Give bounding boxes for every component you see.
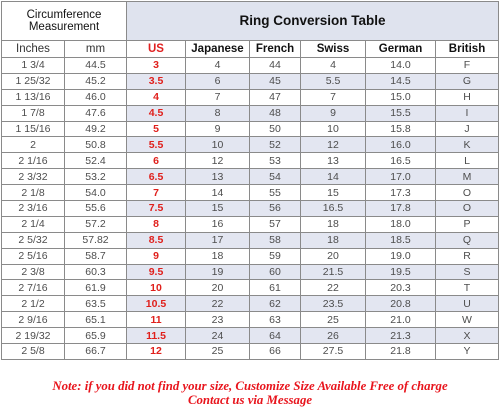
cell-german: 15.5	[366, 105, 436, 121]
cell-japanese: 14	[186, 185, 250, 201]
column-header-swiss: Swiss	[301, 41, 366, 58]
cell-swiss: 7	[301, 89, 366, 105]
cell-german: 16.5	[366, 153, 436, 169]
cell-us: 10	[127, 280, 186, 296]
cell-french: 59	[250, 248, 301, 264]
cell-mm: 60.3	[65, 264, 127, 280]
column-header-us: US	[127, 41, 186, 58]
cell-french: 61	[250, 280, 301, 296]
cell-mm: 65.9	[65, 328, 127, 344]
cell-inches: 1 3/4	[2, 58, 65, 74]
cell-japanese: 12	[186, 153, 250, 169]
cell-swiss: 5.5	[301, 73, 366, 89]
cell-swiss: 4	[301, 58, 366, 74]
cell-mm: 61.9	[65, 280, 127, 296]
cell-swiss: 15	[301, 185, 366, 201]
cell-french: 63	[250, 312, 301, 328]
cell-german: 19.5	[366, 264, 436, 280]
cell-inches: 1 7/8	[2, 105, 65, 121]
cell-french: 64	[250, 328, 301, 344]
table-row	[2, 264, 499, 280]
table-title: Ring Conversion Table	[127, 2, 499, 41]
cell-french: 56	[250, 201, 301, 217]
cell-french: 50	[250, 121, 301, 137]
cell-french: 48	[250, 105, 301, 121]
cell-mm: 46.0	[65, 89, 127, 105]
cell-french: 44	[250, 58, 301, 74]
cell-swiss: 12	[301, 137, 366, 153]
cell-swiss: 13	[301, 153, 366, 169]
cell-british: X	[436, 328, 499, 344]
cell-us: 5	[127, 121, 186, 137]
cell-us: 5.5	[127, 137, 186, 153]
cell-inches: 2 9/16	[2, 312, 65, 328]
cell-japanese: 25	[186, 344, 250, 360]
cell-french: 45	[250, 73, 301, 89]
cell-british: Y	[436, 344, 499, 360]
cell-us: 11	[127, 312, 186, 328]
cell-german: 14.5	[366, 73, 436, 89]
cell-mm: 44.5	[65, 58, 127, 74]
cell-us: 9	[127, 248, 186, 264]
cell-swiss: 10	[301, 121, 366, 137]
cell-swiss: 23.5	[301, 296, 366, 312]
table-row	[2, 137, 499, 153]
cell-japanese: 15	[186, 201, 250, 217]
cell-japanese: 9	[186, 121, 250, 137]
cell-british: U	[436, 296, 499, 312]
cell-swiss: 20	[301, 248, 366, 264]
cell-british: R	[436, 248, 499, 264]
table-row	[2, 280, 499, 296]
cell-swiss: 18	[301, 232, 366, 248]
cell-french: 57	[250, 216, 301, 232]
cell-mm: 57.82	[65, 232, 127, 248]
cell-british: K	[436, 137, 499, 153]
cell-british: I	[436, 105, 499, 121]
cell-swiss: 26	[301, 328, 366, 344]
column-header-german: German	[366, 41, 436, 58]
cell-inches: 2 7/16	[2, 280, 65, 296]
cell-japanese: 8	[186, 105, 250, 121]
cell-inches: 2 5/16	[2, 248, 65, 264]
cell-us: 10.5	[127, 296, 186, 312]
cell-german: 18.0	[366, 216, 436, 232]
cell-british: H	[436, 89, 499, 105]
table-row	[2, 58, 499, 74]
cell-german: 19.0	[366, 248, 436, 264]
cell-inches: 2 3/16	[2, 201, 65, 217]
ring-conversion-table-wrap	[1, 1, 498, 360]
cell-us: 4.5	[127, 105, 186, 121]
cell-mm: 66.7	[65, 344, 127, 360]
cell-inches: 1 15/16	[2, 121, 65, 137]
column-header-row	[2, 41, 499, 58]
cell-german: 17.0	[366, 169, 436, 185]
cell-british: F	[436, 58, 499, 74]
cell-mm: 50.8	[65, 137, 127, 153]
cell-mm: 54.0	[65, 185, 127, 201]
cell-mm: 47.6	[65, 105, 127, 121]
cell-german: 15.8	[366, 121, 436, 137]
cell-japanese: 13	[186, 169, 250, 185]
cell-japanese: 6	[186, 73, 250, 89]
column-header-japanese: Japanese	[186, 41, 250, 58]
circumference-header-line1: Circumference	[26, 9, 102, 21]
cell-german: 20.8	[366, 296, 436, 312]
cell-us: 7	[127, 185, 186, 201]
cell-inches: 2 3/8	[2, 264, 65, 280]
cell-french: 60	[250, 264, 301, 280]
cell-swiss: 14	[301, 169, 366, 185]
cell-inches: 2 5/8	[2, 344, 65, 360]
table-row	[2, 296, 499, 312]
cell-german: 17.3	[366, 185, 436, 201]
cell-japanese: 19	[186, 264, 250, 280]
circumference-header	[2, 2, 127, 41]
cell-swiss: 27.5	[301, 344, 366, 360]
cell-swiss: 22	[301, 280, 366, 296]
cell-british: M	[436, 169, 499, 185]
cell-german: 16.0	[366, 137, 436, 153]
cell-german: 15.0	[366, 89, 436, 105]
circumference-header-line2: Measurement	[28, 21, 100, 33]
table-row	[2, 216, 499, 232]
cell-inches: 2 1/4	[2, 216, 65, 232]
cell-british: G	[436, 73, 499, 89]
cell-swiss: 21.5	[301, 264, 366, 280]
cell-british: P	[436, 216, 499, 232]
cell-japanese: 23	[186, 312, 250, 328]
cell-japanese: 18	[186, 248, 250, 264]
cell-german: 21.8	[366, 344, 436, 360]
cell-mm: 53.2	[65, 169, 127, 185]
cell-british: O	[436, 201, 499, 217]
cell-swiss: 16.5	[301, 201, 366, 217]
cell-french: 58	[250, 232, 301, 248]
cell-inches: 2 1/2	[2, 296, 65, 312]
cell-mm: 65.1	[65, 312, 127, 328]
cell-inches: 2	[2, 137, 65, 153]
cell-german: 14.0	[366, 58, 436, 74]
column-header-mm: mm	[65, 41, 127, 58]
cell-french: 53	[250, 153, 301, 169]
table-row	[2, 89, 499, 105]
table-row	[2, 344, 499, 360]
table-row	[2, 248, 499, 264]
cell-inches: 2 1/16	[2, 153, 65, 169]
table-row	[2, 121, 499, 137]
contact-message-link[interactable]: Contact us via Message	[187, 393, 313, 407]
cell-swiss: 25	[301, 312, 366, 328]
cell-german: 21.0	[366, 312, 436, 328]
cell-us: 11.5	[127, 328, 186, 344]
cell-french: 66	[250, 344, 301, 360]
column-header-inches: Inches	[2, 41, 65, 58]
table-row	[2, 105, 499, 121]
cell-german: 20.3	[366, 280, 436, 296]
cell-inches: 1 13/16	[2, 89, 65, 105]
cell-mm: 55.6	[65, 201, 127, 217]
cell-inches: 2 5/32	[2, 232, 65, 248]
column-header-british: British	[436, 41, 499, 58]
cell-japanese: 7	[186, 89, 250, 105]
cell-japanese: 22	[186, 296, 250, 312]
cell-british: Q	[436, 232, 499, 248]
cell-british: S	[436, 264, 499, 280]
cell-british: J	[436, 121, 499, 137]
cell-us: 8	[127, 216, 186, 232]
cell-french: 55	[250, 185, 301, 201]
cell-british: L	[436, 153, 499, 169]
cell-inches: 2 3/32	[2, 169, 65, 185]
table-row	[2, 312, 499, 328]
cell-us: 3	[127, 58, 186, 74]
cell-mm: 45.2	[65, 73, 127, 89]
cell-japanese: 16	[186, 216, 250, 232]
cell-japanese: 17	[186, 232, 250, 248]
table-row	[2, 73, 499, 89]
cell-us: 6	[127, 153, 186, 169]
cell-french: 47	[250, 89, 301, 105]
cell-french: 54	[250, 169, 301, 185]
cell-swiss: 18	[301, 216, 366, 232]
cell-swiss: 9	[301, 105, 366, 121]
cell-mm: 63.5	[65, 296, 127, 312]
cell-french: 62	[250, 296, 301, 312]
cell-us: 9.5	[127, 264, 186, 280]
cell-japanese: 20	[186, 280, 250, 296]
cell-british: O	[436, 185, 499, 201]
cell-mm: 52.4	[65, 153, 127, 169]
table-row	[2, 153, 499, 169]
table-row	[2, 232, 499, 248]
cell-us: 3.5	[127, 73, 186, 89]
cell-british: T	[436, 280, 499, 296]
cell-german: 21.3	[366, 328, 436, 344]
cell-us: 12	[127, 344, 186, 360]
cell-us: 4	[127, 89, 186, 105]
cell-mm: 57.2	[65, 216, 127, 232]
cell-japanese: 24	[186, 328, 250, 344]
ring-conversion-table	[1, 1, 499, 360]
custom-size-note: Note: if you did not find your size, Customize Size Available Free of charge	[52, 379, 448, 393]
cell-french: 52	[250, 137, 301, 153]
cell-inches: 2 19/32	[2, 328, 65, 344]
cell-us: 8.5	[127, 232, 186, 248]
cell-inches: 2 1/8	[2, 185, 65, 201]
cell-german: 18.5	[366, 232, 436, 248]
cell-german: 17.8	[366, 201, 436, 217]
table-row	[2, 201, 499, 217]
cell-inches: 1 25/32	[2, 73, 65, 89]
cell-mm: 49.2	[65, 121, 127, 137]
table-row	[2, 169, 499, 185]
table-row	[2, 185, 499, 201]
cell-japanese: 4	[186, 58, 250, 74]
table-row	[2, 328, 499, 344]
cell-japanese: 10	[186, 137, 250, 153]
cell-british: W	[436, 312, 499, 328]
column-header-french: French	[250, 41, 301, 58]
cell-us: 6.5	[127, 169, 186, 185]
cell-mm: 58.7	[65, 248, 127, 264]
cell-us: 7.5	[127, 201, 186, 217]
